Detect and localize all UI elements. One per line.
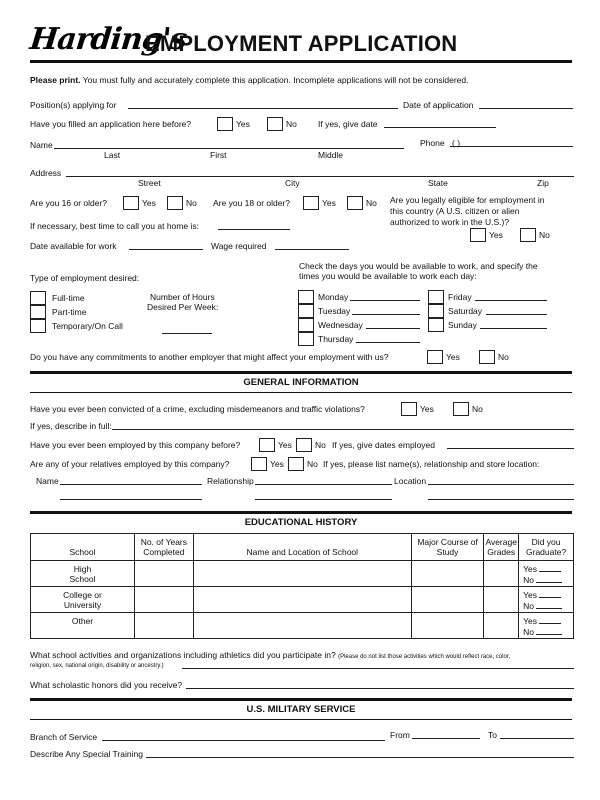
education-header-row — [31, 534, 574, 561]
location-field-2[interactable] — [428, 499, 574, 500]
activities-note: religion, sex, national origin, disability or ancestry.) — [30, 663, 164, 669]
sunday-label: Sunday — [448, 320, 477, 330]
relationship-label: Relationship — [207, 476, 254, 486]
employed-before-no-label: No — [315, 440, 326, 450]
college-graduate-cell[interactable]: Yes No — [519, 587, 574, 613]
eligible-yes-checkbox[interactable] — [470, 228, 486, 242]
college-years-cell[interactable] — [134, 587, 193, 613]
col-major: Major Course of Study — [411, 534, 483, 561]
convicted-yes-label: Yes — [420, 404, 434, 414]
age-16-yes-checkbox[interactable] — [123, 196, 139, 210]
city-caption: City — [285, 178, 300, 188]
age-18-no-label: No — [366, 198, 377, 208]
tuesday-checkbox[interactable] — [298, 304, 314, 318]
college-grades-cell[interactable] — [484, 587, 519, 613]
relatives-no-checkbox[interactable] — [288, 457, 304, 471]
table-row — [31, 561, 574, 587]
honors-field[interactable] — [186, 688, 574, 689]
col-graduate: Did you Graduate? — [519, 534, 574, 561]
friday-label: Friday — [448, 292, 472, 302]
filled-before-no-label: No — [286, 119, 297, 129]
from-field[interactable] — [412, 738, 480, 739]
monday-checkbox[interactable] — [298, 290, 314, 304]
general-information-heading: GENERAL INFORMATION — [243, 377, 359, 388]
other-cell: Other — [31, 613, 135, 639]
give-date-label: If yes, give date — [318, 119, 378, 129]
check-days-line-1: Check the days you would be available to work, and specify the — [299, 261, 538, 271]
middle-name-caption: Middle — [318, 150, 344, 160]
relative-name-label: Name — [36, 476, 59, 486]
check-days-line-2: times you would be available to work each day: — [299, 271, 477, 281]
part-time-label: Part-time — [52, 307, 87, 317]
college-cell: College or University — [31, 587, 135, 613]
high-school-major-cell[interactable] — [411, 561, 483, 587]
other-years-cell[interactable] — [134, 613, 193, 639]
page-title: EMPLOYMENT APPLICATION — [145, 31, 458, 56]
first-name-caption: First — [210, 150, 227, 160]
general-rule-bottom — [30, 392, 572, 393]
wednesday-checkbox[interactable] — [298, 318, 314, 332]
tuesday-label: Tuesday — [318, 306, 351, 316]
education-rule-top — [30, 511, 572, 514]
high-school-cell: High School — [31, 561, 135, 587]
high-school-graduate-cell[interactable]: Yes No — [519, 561, 574, 587]
branch-field[interactable] — [102, 740, 385, 741]
eligible-line-3: authorized to work in the U.S.)? — [390, 217, 510, 227]
filled-before-label: Have you filled an application here before? — [30, 119, 192, 129]
saturday-label: Saturday — [448, 306, 483, 316]
phone-area-code: ( ) — [452, 138, 461, 148]
give-date-field[interactable] — [384, 127, 496, 128]
relationship-field-2[interactable] — [255, 499, 392, 500]
sunday-times-field[interactable] — [480, 328, 547, 329]
commitments-no-checkbox[interactable] — [479, 350, 495, 364]
age-18-yes-checkbox[interactable] — [303, 196, 319, 210]
employed-before-yes-checkbox[interactable] — [259, 438, 275, 452]
high-school-name-cell[interactable] — [193, 561, 411, 587]
best-time-label: If necessary, best time to call you at home is: — [30, 221, 199, 231]
state-caption: State — [428, 178, 448, 188]
employed-before-no-checkbox[interactable] — [296, 438, 312, 452]
monday-times-field[interactable] — [350, 300, 420, 301]
other-name-cell[interactable] — [193, 613, 411, 639]
other-graduate-cell[interactable]: Yes No — [519, 613, 574, 639]
location-label: Location — [394, 476, 427, 486]
high-school-years-cell[interactable] — [134, 561, 193, 587]
convicted-no-checkbox[interactable] — [453, 402, 469, 416]
col-school-name: Name and Location of School — [193, 534, 411, 561]
date-available-field[interactable] — [129, 249, 203, 250]
convicted-label: Have you ever been convicted of a crime, excluding misdemeanors and traffic violations? — [30, 404, 365, 414]
educational-history-heading: EDUCATIONAL HISTORY — [244, 517, 358, 528]
table-row — [31, 587, 574, 613]
to-field[interactable] — [500, 738, 574, 739]
convicted-no-label: No — [472, 404, 483, 414]
college-major-cell[interactable] — [411, 587, 483, 613]
best-time-field[interactable] — [218, 229, 290, 230]
col-years: No. of Years Completed — [134, 534, 193, 561]
military-rule-bottom — [30, 719, 572, 720]
part-time-checkbox[interactable] — [30, 305, 46, 319]
commitments-no-label: No — [498, 352, 509, 362]
name-field[interactable] — [54, 148, 404, 149]
training-field[interactable] — [146, 757, 574, 758]
wednesday-label: Wednesday — [318, 320, 363, 330]
header-rule — [30, 60, 572, 63]
high-school-grades-cell[interactable] — [484, 561, 519, 587]
age-18-label: Are you 18 or older? — [213, 198, 291, 208]
activities-field[interactable] — [182, 668, 574, 669]
saturday-times-field[interactable] — [486, 314, 547, 315]
date-application-label: Date of application — [403, 100, 474, 110]
temporary-checkbox[interactable] — [30, 319, 46, 333]
phone-label: Phone — [420, 138, 445, 148]
describe-label: If yes, describe in full: — [30, 421, 112, 431]
sunday-checkbox[interactable] — [428, 318, 444, 332]
street-caption: Street — [138, 178, 161, 188]
hardings-logo: Harding's — [28, 22, 188, 57]
activities-label: What school activities and organizations including athletics did you participate in? (Please do not list those activities which would reflect race, color, — [30, 650, 511, 660]
eligible-yes-label: Yes — [489, 230, 503, 240]
other-grades-cell[interactable] — [484, 613, 519, 639]
wage-field[interactable] — [275, 249, 349, 250]
wage-label: Wage required — [211, 241, 267, 251]
monday-label: Monday — [318, 292, 349, 302]
saturday-checkbox[interactable] — [428, 304, 444, 318]
wednesday-times-field[interactable] — [366, 328, 420, 329]
positions-field[interactable] — [128, 108, 398, 109]
college-name-cell[interactable] — [193, 587, 411, 613]
filled-before-no-checkbox[interactable] — [267, 117, 283, 131]
give-dates-label: If yes, give dates employed — [332, 440, 436, 450]
branch-label: Branch of Service — [30, 732, 98, 742]
eligible-line-1: Are you legally eligible for employment in — [390, 195, 545, 205]
friday-checkbox[interactable] — [428, 290, 444, 304]
relatives-yes-checkbox[interactable] — [251, 457, 267, 471]
temporary-label: Temporary/On Call — [52, 321, 123, 331]
eligible-line-2: this country (A U.S. citizen or alien — [390, 206, 520, 216]
date-available-label: Date available for work — [30, 241, 117, 251]
age-16-label: Are you 16 or older? — [30, 198, 108, 208]
from-label: From — [390, 730, 410, 740]
hours-line-2: Desired Per Week: — [147, 302, 219, 312]
date-application-field[interactable] — [479, 108, 573, 109]
location-field-1[interactable] — [428, 484, 574, 485]
military-rule-top — [30, 698, 572, 701]
general-rule-top — [30, 371, 572, 374]
age-16-no-label: No — [186, 198, 197, 208]
other-major-cell[interactable] — [411, 613, 483, 639]
commitments-label: Do you have any commitments to another employer that might affect your employment with us? — [30, 352, 389, 362]
employment-type-label: Type of employment desired: — [30, 273, 140, 283]
table-row — [31, 613, 574, 639]
relatives-yes-label: Yes — [270, 459, 284, 469]
full-time-label: Full-time — [52, 293, 85, 303]
commitments-yes-checkbox[interactable] — [427, 350, 443, 364]
military-service-heading: U.S. MILITARY SERVICE — [246, 704, 356, 715]
last-name-caption: Last — [104, 150, 121, 160]
age-18-yes-label: Yes — [322, 198, 336, 208]
col-average: Average Grades — [484, 534, 519, 561]
eligible-no-checkbox[interactable] — [520, 228, 536, 242]
age-18-no-checkbox[interactable] — [347, 196, 363, 210]
name-label: Name — [30, 140, 53, 150]
eligible-no-label: No — [539, 230, 550, 240]
age-16-no-checkbox[interactable] — [167, 196, 183, 210]
relatives-label: Are any of your relatives employed by this company? — [30, 459, 230, 469]
positions-label: Position(s) applying for — [30, 100, 117, 110]
address-label: Address — [30, 168, 62, 178]
hours-line-1: Number of Hours — [150, 292, 215, 302]
thursday-times-field[interactable] — [356, 342, 420, 343]
address-field[interactable] — [66, 176, 574, 177]
employed-before-yes-label: Yes — [278, 440, 292, 450]
list-names-label: If yes, please list name(s), relationship and store location: — [323, 459, 540, 469]
honors-label: What scholastic honors did you receive? — [30, 680, 183, 690]
hours-field[interactable] — [162, 333, 212, 334]
tuesday-times-field[interactable] — [352, 314, 420, 315]
employed-before-label: Have you ever been employed by this company before? — [30, 440, 241, 450]
training-label: Describe Any Special Training — [30, 749, 143, 759]
filled-before-yes-checkbox[interactable] — [217, 117, 233, 131]
relationship-field-1[interactable] — [255, 484, 392, 485]
filled-before-yes-label: Yes — [236, 119, 250, 129]
to-label: To — [488, 730, 497, 740]
thursday-checkbox[interactable] — [298, 332, 314, 346]
commitments-yes-label: Yes — [446, 352, 460, 362]
thursday-label: Thursday — [318, 334, 354, 344]
convicted-yes-checkbox[interactable] — [401, 402, 417, 416]
give-dates-field[interactable] — [447, 448, 574, 449]
relative-name-field-2[interactable] — [60, 499, 202, 500]
friday-times-field[interactable] — [475, 300, 547, 301]
full-time-checkbox[interactable] — [30, 291, 46, 305]
phone-field[interactable] — [450, 146, 573, 147]
relative-name-field-1[interactable] — [60, 484, 202, 485]
describe-field[interactable] — [112, 429, 574, 430]
relatives-no-label: No — [307, 459, 318, 469]
intro-line: Please print. You must fully and accurately complete this application. Incomplete applications will not be considered. — [30, 75, 469, 85]
zip-caption: Zip — [537, 178, 549, 188]
education-table — [30, 533, 574, 639]
age-16-yes-label: Yes — [142, 198, 156, 208]
col-school: School — [31, 534, 135, 561]
